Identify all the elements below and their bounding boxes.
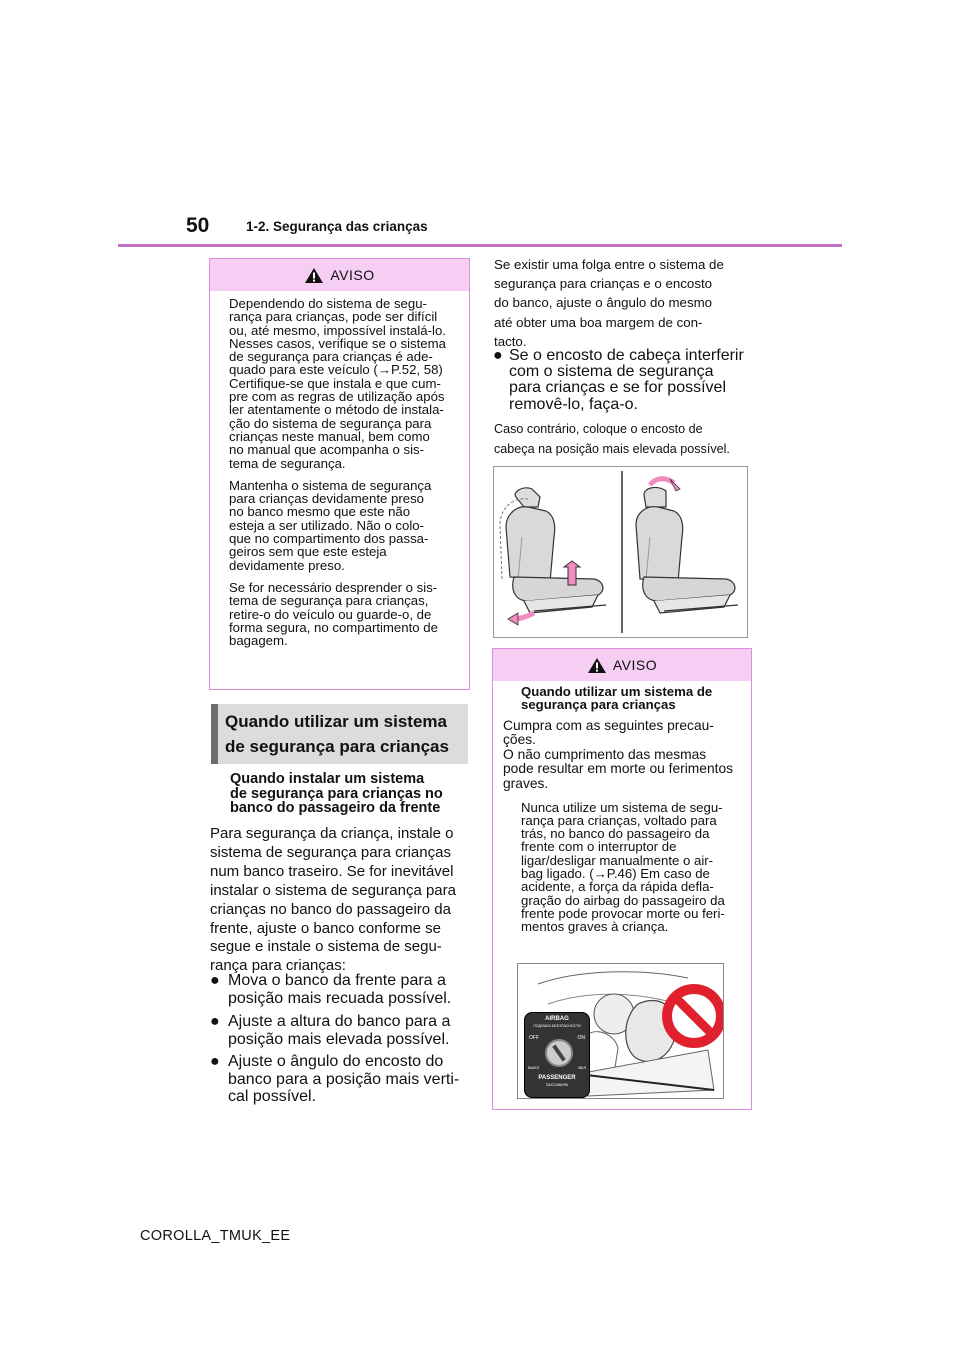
- passenger-label-ru: ПАССАЖИРА: [545, 1083, 569, 1087]
- bullet-dot-icon: ●: [493, 347, 503, 364]
- header-rule: [118, 244, 842, 247]
- warning-paragraph-1: Dependendo do sistema de segu- rança para crianças, pode ser difícil ou, até mesmo, impossível instalá-lo. Nesses casos, verifique se o sistema de segurança para crianças é ade- quado para este veículo (→P.52, 58) Certifique-se que instala e que cum- pre com as regras de utilização após ler atentamente o método de instala- ção do sistema de segurança para crianças neste manual, bem como no manual que acompanha o sis- tema de segurança.: [229, 296, 446, 471]
- off-label: OFF: [529, 1035, 539, 1041]
- off-label-ru: ВЫКЛ: [528, 1065, 540, 1070]
- bullet-dot-icon: ●: [210, 1053, 220, 1070]
- passenger-label: PASSENGER: [538, 1075, 576, 1081]
- headrest-note: Caso contrário, coloque o encosto de cabeça na posição mais elevada possível.: [494, 422, 730, 456]
- subheading-front-passenger: Quando instalar um sistema de segurança para crianças no banco do passageiro da frente: [230, 771, 443, 816]
- warning-item: Nunca utilize um sistema de segu- rança para crianças, voltado para trás, no banco do passageiro da frente com o interruptor de ligar/desligar manualmente o air- bag ligado. (→P.46) Em caso de acidente, a força da rápida defla- gração do airbag do passageiro da frente pode provocar morte ou feri- mentos graves à criança.: [521, 799, 725, 935]
- section-heading: [211, 704, 468, 764]
- warning-paragraph-2: Mantenha o sistema de segurança para crianças devidamente preso no banco mesmo que este não esteja a ser utilizado. Não o colo- que no compartimento dos passa- geiros sem que este esteja devidamente preso.: [229, 477, 432, 573]
- warning-triangle-icon: [587, 657, 607, 674]
- warning-header: [493, 649, 751, 681]
- section-heading-line-1: Quando utilizar um sistema: [225, 712, 447, 731]
- warning-subtitle: Quando utilizar um sistema de segurança para crianças: [521, 684, 713, 713]
- warning-body: [493, 681, 751, 934]
- bullet-item: ● Ajuste a altura do banco para a posição mais elevada possível.: [210, 1013, 451, 1048]
- seat-left-icon: [500, 488, 606, 625]
- gap-paragraph: Se existir uma folga entre o sistema de segurança para crianças e o encosto do banco, ajuste o ângulo do mesmo até obter uma boa margem de con- tacto.: [494, 257, 724, 349]
- bullet-item: ● Mova o banco da frente para a posição mais recuada possível.: [210, 972, 452, 1007]
- page-number: 50: [186, 214, 210, 237]
- warning-paragraph-3: Se for necessário desprender o sis- tema de segurança para crianças, retire-o do veículo ou guarde-o, de forma segura, no compartimento de bagagem.: [229, 579, 438, 649]
- bullet-item-headrest: ● Se o encosto de cabeça interferir com o sistema de segurança para crianças e se for possível removê-lo, faça-o.: [493, 347, 744, 413]
- chapter-title: 1-2. Segurança das crianças: [246, 219, 428, 234]
- airbag-switch-panel: [524, 1012, 590, 1098]
- warning-box-child-seat: [209, 258, 470, 690]
- warning-title: AVISO: [612, 657, 658, 673]
- warning-body: [210, 291, 469, 647]
- airbag-label: AIRBAG: [545, 1016, 569, 1022]
- footer-code: COROLLA_TMUK_EE: [140, 1228, 291, 1244]
- bullet-dot-icon: ●: [210, 1013, 220, 1030]
- seat-drawing: [494, 467, 747, 637]
- bullet-dot-icon: ●: [210, 972, 220, 989]
- warning-intro: Cumpra com as seguintes precau- ções. O não cumprimento das mesmas pode resultar em morte ou ferimentos graves.: [503, 717, 734, 791]
- seat-adjustment-illustration: [493, 466, 748, 638]
- seat-right-icon: [636, 479, 738, 613]
- passenger-airbag-illustration: [517, 963, 724, 1099]
- key-switch-icon: [545, 1039, 573, 1067]
- on-label-ru: ВКЛ: [578, 1065, 586, 1070]
- on-label: ON: [577, 1035, 585, 1041]
- warning-header: [210, 259, 469, 291]
- warning-triangle-icon: [304, 267, 324, 284]
- install-paragraph: Para segurança da criança, instale o sistema de segurança para crianças num banco traseiro. Se for inevitável instalar o sistema de segurança para crianças no banco do passageiro da frente, ajuste o banco conforme se segue e instale o sistema de segu- rança para crianças:: [210, 825, 456, 975]
- warning-title: AVISO: [330, 267, 375, 283]
- section-heading-line-2: de segurança para crianças: [225, 737, 449, 756]
- bullet-item: ● Ajuste o ângulo do encosto do banco para a posição mais verti- cal possível.: [210, 1053, 460, 1106]
- airbag-label-ru: ПОДУШКА БЕЗОПАСНОСТИ: [533, 1024, 581, 1028]
